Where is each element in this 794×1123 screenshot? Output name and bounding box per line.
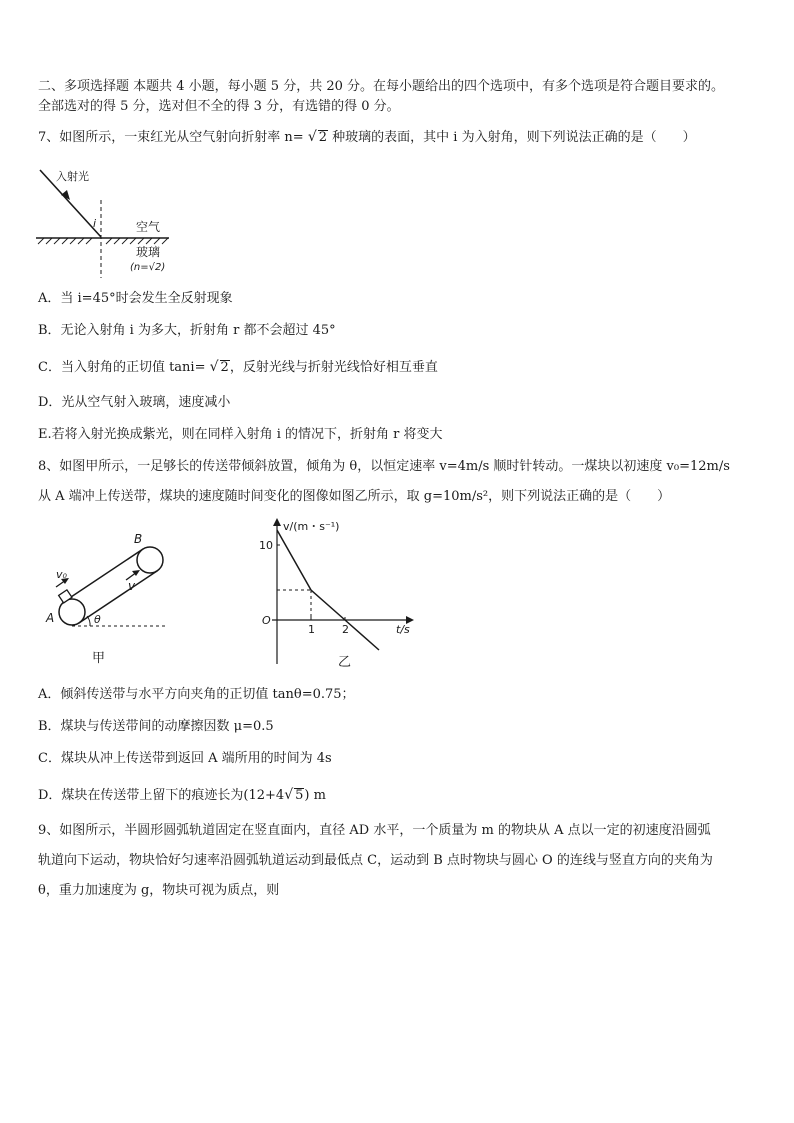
q8-stem-line2: 从 A 端冲上传送带，煤块的速度随时间变化的图像如图乙所示，取 g=10m/s²，则下列说法正确的是（ ）: [38, 489, 671, 504]
q7-option-c-text-a: C．当入射角的正切值 tani=: [38, 360, 210, 375]
q8-option-b: B．煤块与传送带间的动摩擦因数 μ=0.5: [38, 719, 274, 734]
q7-label-n: (n=√2): [130, 262, 166, 273]
q7-label-air: 空气: [136, 220, 161, 234]
chart-marks: [277, 530, 379, 650]
chart-x-tick-2: 2: [342, 623, 349, 636]
q7-stem-text-a: 7、如图所示，一束红光从空气射向折射率 n=: [38, 130, 308, 145]
q8-caption-yi: 乙: [338, 655, 352, 670]
q7-option-c: [38, 358, 438, 377]
q7-option-b: B．无论入射角 i 为多大，折射角 r 都不会超过 45°: [38, 323, 336, 338]
q7-figure: [34, 162, 184, 280]
sqrt-icon: √: [284, 787, 294, 803]
q7-label-incident: 入射光: [56, 170, 89, 183]
q8-stem-line1: 8、如图甲所示，一足够长的传送带倾斜放置，倾角为 θ，以恒定速率 v=4m/s 顺时针转动。一煤块以初速度 v₀=12m/s: [38, 459, 730, 474]
q7-option-e: E.若将入射光换成紫光，则在同样入射角 i 的情况下，折射角 r 将变大: [38, 427, 443, 442]
q7-option-c-text-b: ，反射光线与折射光线恰好相互垂直: [229, 360, 438, 375]
q8-label-v0: v₀: [56, 568, 67, 581]
chart-origin-label: O: [262, 614, 271, 627]
q8-label-v: v: [128, 579, 136, 593]
q7-label-glass: 玻璃: [136, 245, 161, 259]
q8-label-theta: θ: [94, 613, 101, 626]
q7-stem-text-b: 种玻璃的表面，其中 i 为入射角，则下列说法正确的是（ ）: [328, 130, 696, 145]
q8-option-d-radicand: 5: [295, 788, 304, 803]
q8-label-B: B: [134, 532, 143, 546]
chart-x-axis-label: t/s: [396, 623, 410, 636]
q8-label-A: A: [46, 611, 55, 625]
sqrt-icon: √: [209, 359, 219, 375]
chart-axes: [272, 522, 410, 664]
q9-stem-line2: 轨道向下运动，物块恰好匀速率沿圆弧轨道运动到最低点 C，运动到 B 点时物块与圆心 O 的连线与竖直方向的夹角为: [38, 853, 713, 868]
section-instructions-line2: 全部选对的得 5 分，选对但不全的得 3 分，有选错的得 0 分。: [38, 99, 400, 114]
q8-option-d-text-a: D．煤块在传送带上留下的痕迹长为(12+4: [38, 788, 285, 803]
q8-option-a: A．倾斜传送带与水平方向夹角的正切值 tanθ=0.75；: [38, 687, 355, 702]
conveyor-belt: [59, 547, 163, 625]
q9-stem-line3: θ，重力加速度为 g，物块可视为质点，则: [38, 883, 280, 898]
q7-option-c-radicand: 2: [220, 360, 229, 375]
q8-option-d-text-b: ) m: [304, 788, 326, 803]
q8-caption-jia: 甲: [92, 651, 106, 666]
q8-option-c: C．煤块从冲上传送带到返回 A 端所用的时间为 4s: [38, 751, 332, 766]
q7-option-a: A．当 i=45°时会发生全反射现象: [38, 291, 233, 306]
section-instructions-line1: 二、多项选择题 本题共 4 小题，每小题 5 分，共 20 分。在每小题给出的四个选项中，有多个选项是符合题目要求的。: [38, 79, 725, 94]
coal-block: [59, 590, 72, 603]
chart-guides: [277, 590, 311, 620]
y-axis-arrow-icon: [273, 518, 281, 526]
chart-y-axis-label: v/(m・s⁻¹): [283, 520, 340, 533]
sqrt-icon: √: [307, 129, 317, 145]
q7-option-d: D．光从空气射入玻璃，速度减小: [38, 395, 231, 410]
q8-figure-yi-chart: [250, 516, 430, 672]
q7-hatching: [38, 238, 168, 244]
q8-option-d: [38, 786, 326, 805]
q7-stem: [38, 128, 696, 147]
q8-figure-jia: [38, 530, 188, 670]
q7-label-i: i: [93, 217, 97, 230]
chart-x-tick-1: 1: [308, 623, 315, 636]
q9-stem-line1: 9、如图所示，半圆形圆弧轨道固定在竖直面内，直径 AD 水平，一个质量为 m 的物块从 A 点以一定的初速度沿圆弧: [38, 823, 711, 838]
chart-y-tick-10: 10: [259, 539, 273, 552]
q7-stem-radicand: 2: [318, 130, 328, 145]
chart-series-line: [277, 530, 379, 650]
